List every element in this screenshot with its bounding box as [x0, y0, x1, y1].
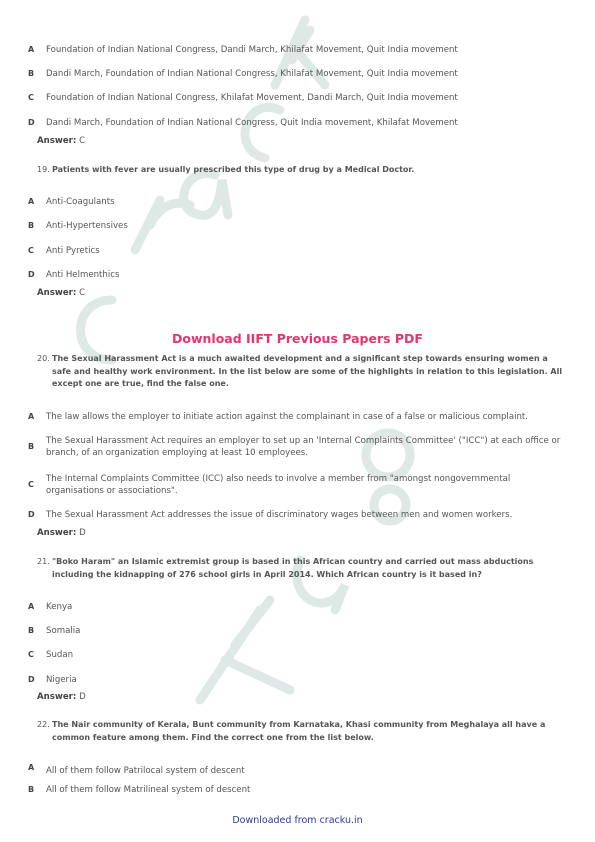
- option-letter: A: [28, 412, 35, 421]
- answer-label: Answer:: [37, 136, 77, 146]
- option-letter: D: [28, 510, 35, 519]
- option-letter: C: [28, 480, 34, 489]
- option-letter: D: [28, 675, 35, 684]
- answer-label: Answer:: [37, 288, 77, 298]
- answer-value: C: [79, 288, 86, 298]
- option-letter: C: [28, 93, 34, 102]
- q18-answer: [37, 136, 85, 146]
- option-letter: A: [28, 602, 35, 611]
- question-number: 21.: [37, 557, 50, 566]
- option-text: Dandi March, Foundation of Indian National Congress, Quit India movement, Khilafat Movement: [46, 118, 458, 128]
- answer-label: Answer:: [37, 692, 77, 702]
- question-text: "Boko Haram" an Islamic extremist group is based in this African country and carried out mass abductions including the kidnapping of 276 school girls in April 2014. Which African country is it based in?: [52, 557, 534, 579]
- answer-label: Answer:: [37, 528, 77, 538]
- question-number: 19.: [37, 165, 50, 174]
- q20-answer: [37, 528, 86, 538]
- option-text: Anti-Coagulants: [46, 197, 115, 207]
- option-text: Anti Pyretics: [46, 246, 100, 256]
- option-text: All of them follow Patrilocal system of descent: [46, 766, 245, 776]
- option-letter: B: [28, 785, 35, 794]
- download-banner-link[interactable]: Download IIFT Previous Papers PDF: [172, 331, 423, 346]
- question-text: The Nair community of Kerala, Bunt community from Karnataka, Khasi community from Meghalaya all have a common feature among them. Find the correct one from the list below.: [52, 720, 546, 742]
- option-letter: A: [28, 763, 35, 772]
- option-text: Dandi March, Foundation of Indian National Congress, Khilafat Movement, Quit India movement: [46, 69, 458, 79]
- option-text: Anti Helmenthics: [46, 270, 120, 280]
- option-text: Anti-Hypertensives: [46, 221, 128, 231]
- question-text: The Sexual Harassment Act is a much awaited development and a significant step towards ensuring women a safe and healthy work environment. In the list below are some of the highlights in relation to this legislation. All except one are true, find the false one.: [52, 354, 563, 388]
- option-text: The law allows the employer to initiate action against the complainant in case of a false or malicious complaint.: [46, 412, 529, 422]
- option-text: Foundation of Indian National Congress, Khilafat Movement, Dandi March, Quit India movement: [46, 93, 458, 103]
- watermark-letter-c2: [245, 107, 280, 158]
- footer-link[interactable]: Downloaded from cracku.in: [232, 815, 363, 826]
- option-text: Somalia: [46, 626, 81, 636]
- watermark-letter-c: [81, 300, 113, 360]
- option-text: The Sexual Harassment Act requires an employer to set up an 'Internal Complaints Committee' ("ICC") at each office or branch, of an organization employing at least 10 employees.: [46, 436, 561, 458]
- option-letter: A: [28, 197, 35, 206]
- question-text: Patients with fever are usually prescribed this type of drug by a Medical Doctor.: [52, 165, 415, 174]
- option-letter: B: [28, 69, 35, 78]
- answer-value: C: [79, 136, 86, 146]
- q19-answer: [37, 288, 85, 298]
- answer-value: D: [79, 528, 86, 538]
- option-text: Foundation of Indian National Congress, Dandi March, Khilafat Movement, Quit India movement: [46, 45, 458, 55]
- option-text: The Sexual Harassment Act addresses the issue of discriminatory wages between men and women workers.: [46, 510, 513, 520]
- option-letter: B: [28, 626, 35, 635]
- option-letter: A: [28, 45, 35, 54]
- question-number: 22.: [37, 720, 50, 729]
- question-number: 20.: [37, 354, 50, 363]
- option-text: The Internal Complaints Committee (ICC) also needs to involve a member from "amongst nongovernmental organisations or associations".: [46, 474, 511, 496]
- option-letter: C: [28, 246, 34, 255]
- option-letter: D: [28, 118, 35, 127]
- option-letter: B: [28, 442, 35, 451]
- q21-answer: [37, 692, 86, 702]
- option-letter: B: [28, 221, 35, 230]
- option-letter: D: [28, 270, 35, 279]
- watermark-text: Cracku: [0, 0, 4, 1]
- option-text: Kenya: [46, 602, 73, 612]
- option-letter: C: [28, 650, 34, 659]
- watermark-letter-a: [184, 174, 228, 216]
- option-text: Sudan: [46, 650, 74, 660]
- option-text: Nigeria: [46, 675, 77, 685]
- option-text: All of them follow Matrilineal system of descent: [46, 785, 251, 795]
- answer-value: D: [79, 692, 86, 702]
